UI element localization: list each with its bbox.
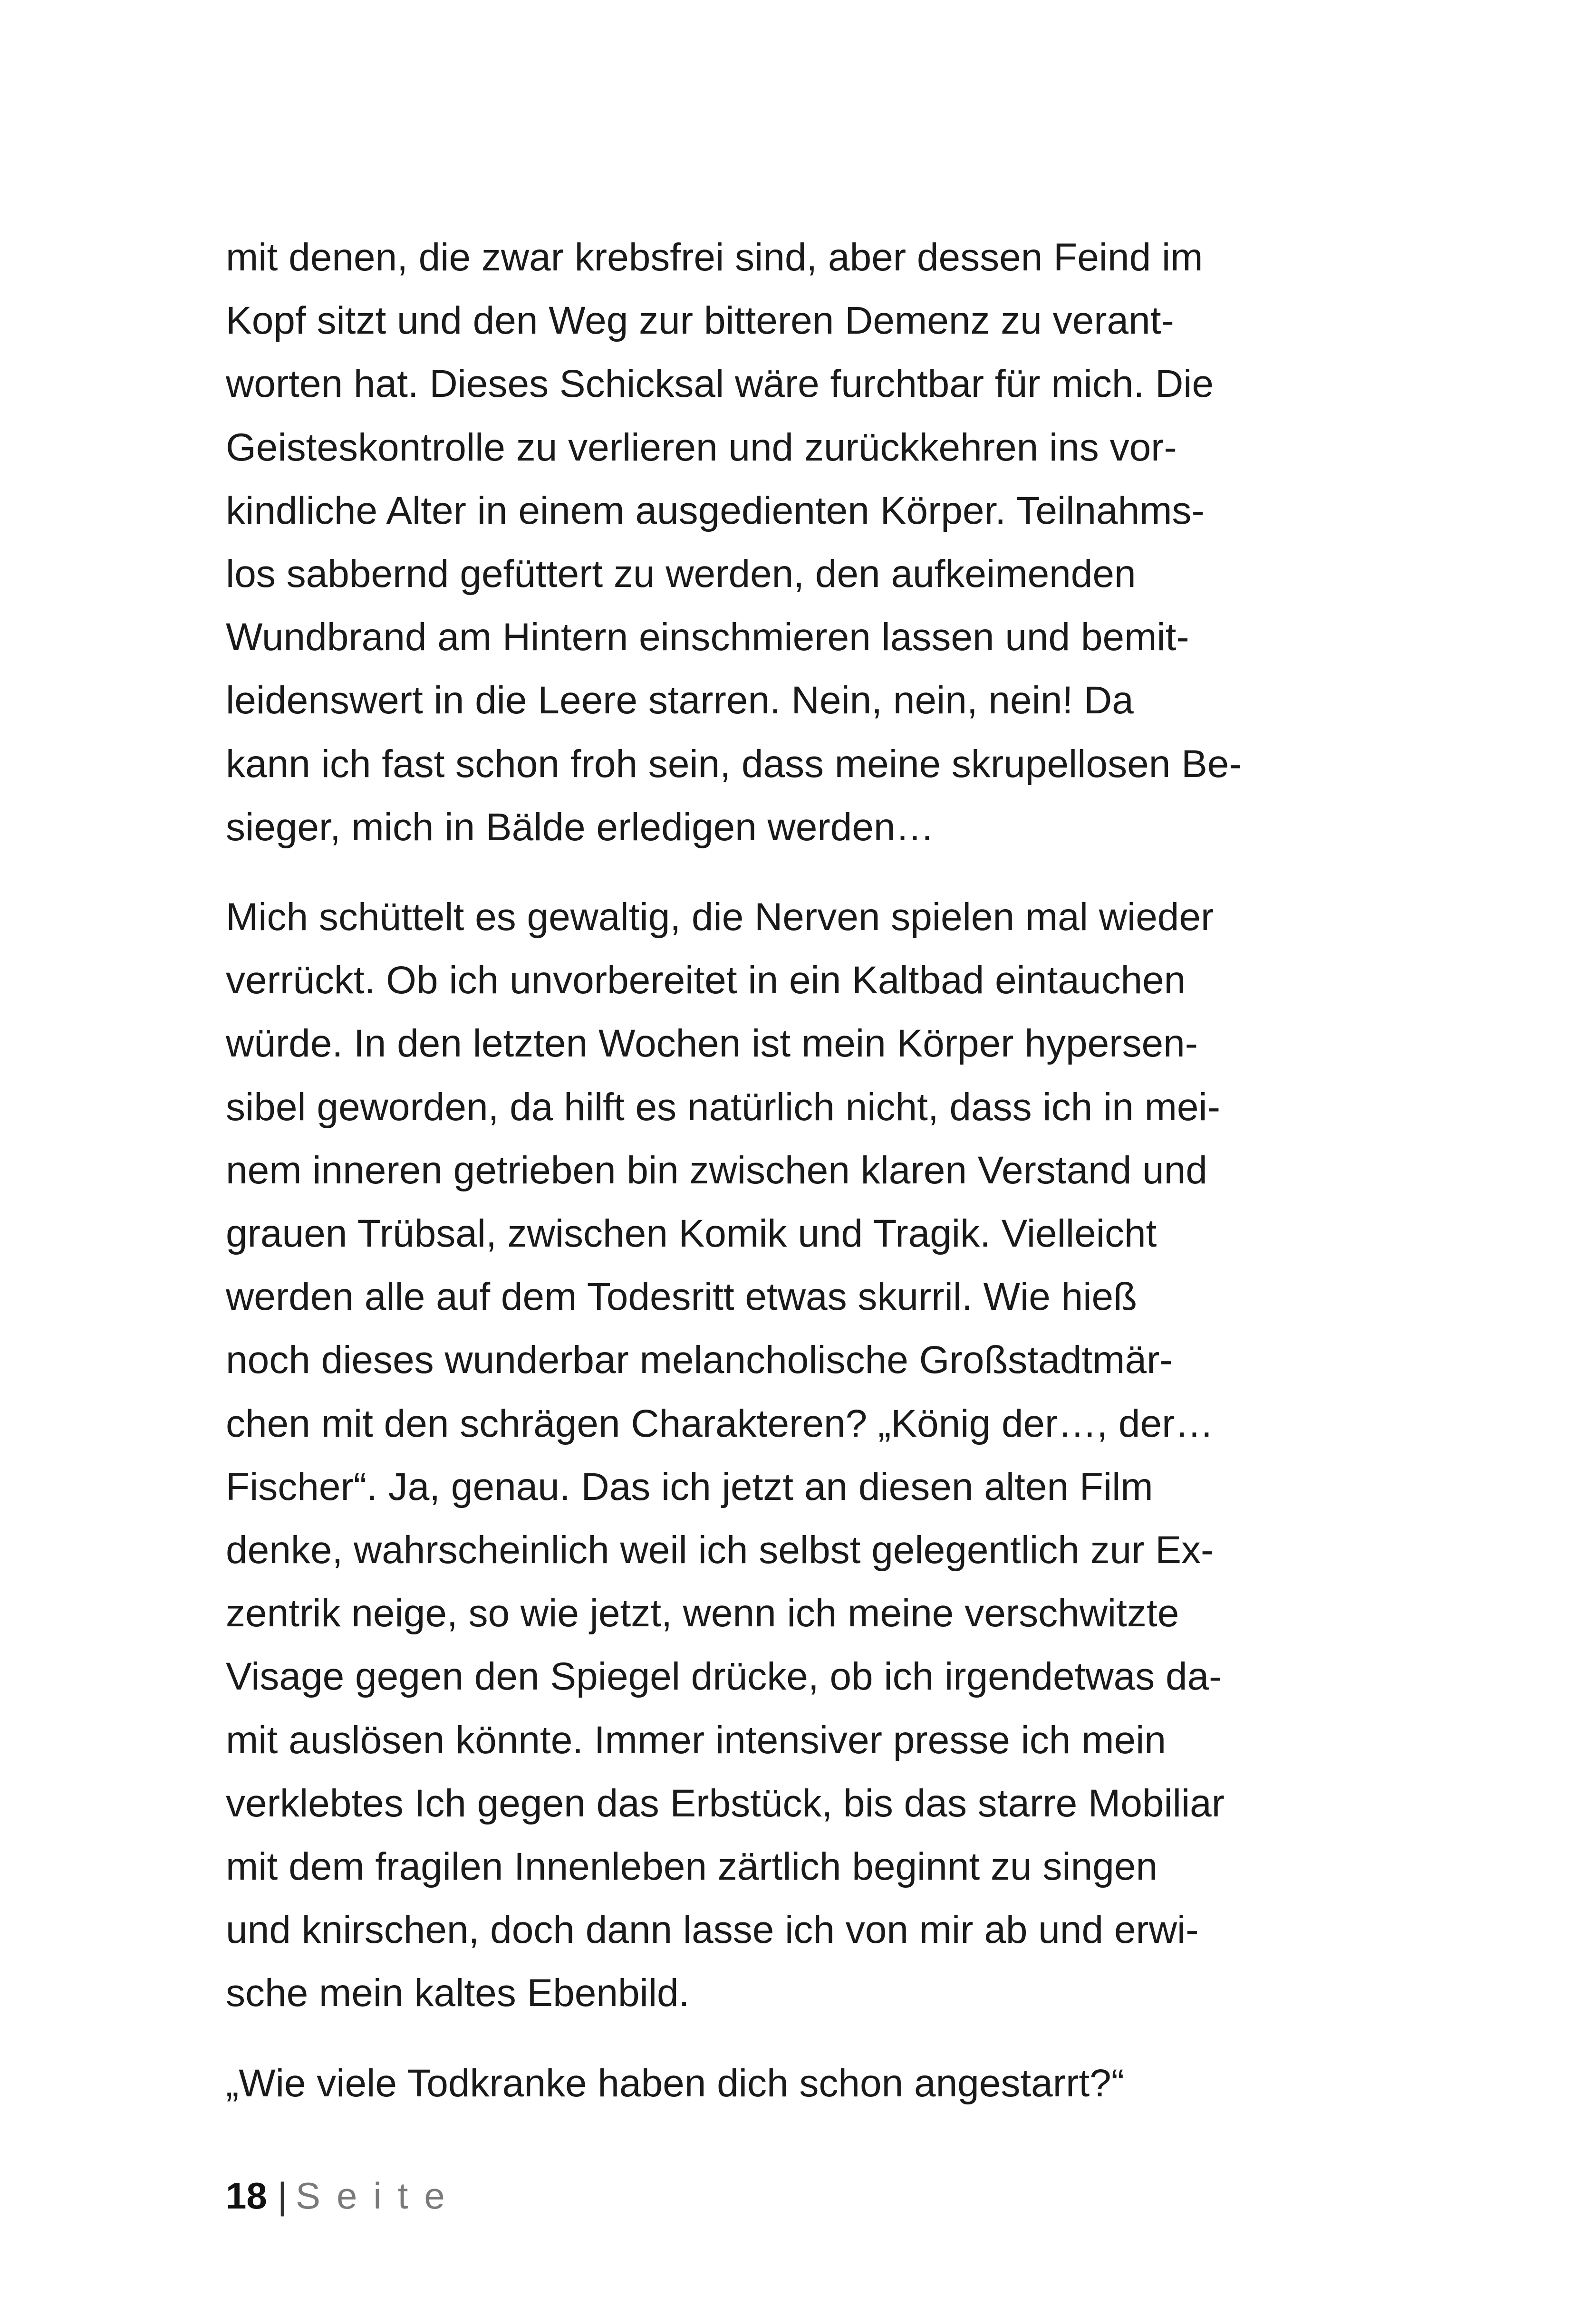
text-line: sibel geworden, da hilft es natürlich nicht, dass ich in mei- <box>226 1085 1221 1129</box>
page-label: Seite <box>296 2175 461 2217</box>
text-line: Mich schüttelt es gewaltig, die Nerven spielen mal wieder <box>226 895 1214 939</box>
text-line: noch dieses wunderbar melancholische Großstadtmär- <box>226 1338 1173 1382</box>
text-line: Fischer“. Ja, genau. Das ich jetzt an diesen alten Film <box>226 1465 1153 1508</box>
text-line: grauen Trübsal, zwischen Komik und Tragik. Vielleicht <box>226 1212 1157 1256</box>
text-line: mit auslösen könnte. Immer intensiver presse ich mein <box>226 1718 1166 1762</box>
text-line: los sabbernd gefüttert zu werden, den aufkeimenden <box>226 552 1136 596</box>
text-line: kann ich fast schon froh sein, dass meine skrupellosen Be- <box>226 742 1242 786</box>
paragraph-spacing <box>226 2025 1376 2052</box>
paragraph-2 <box>226 885 1376 2025</box>
footer-separator: | <box>277 2175 288 2217</box>
paragraph-1 <box>226 226 1376 859</box>
text-line: zentrik neige, so wie jetzt, wenn ich meine verschwitzte <box>226 1592 1179 1635</box>
page-footer <box>226 2172 461 2219</box>
text-line: Kopf sitzt und den Weg zur bitteren Demenz zu verant- <box>226 299 1174 343</box>
text-line: mit dem fragilen Innenleben zärtlich beginnt zu singen <box>226 1845 1158 1889</box>
text-line: chen mit den schrägen Charakteren? „König der…, der… <box>226 1402 1214 1445</box>
paragraph-spacing <box>226 859 1376 885</box>
page-body <box>226 226 1376 2115</box>
text-line: Visage gegen den Spiegel drücke, ob ich irgendetwas da- <box>226 1655 1222 1699</box>
text-line: Wundbrand am Hintern einschmieren lassen und bemit- <box>226 615 1189 659</box>
text-line: leidenswert in die Leere starren. Nein, nein, nein! Da <box>226 679 1134 722</box>
text-line: „Wie viele Todkranke haben dich schon angestarrt?“ <box>226 2061 1125 2105</box>
paragraph-3 <box>226 2052 1376 2115</box>
text-line: verklebtes Ich gegen das Erbstück, bis das starre Mobiliar <box>226 1781 1225 1825</box>
text-line: verrückt. Ob ich unvorbereitet in ein Kaltbad eintauchen <box>226 959 1186 1002</box>
text-line: nem inneren getrieben bin zwischen klaren Verstand und <box>226 1148 1207 1192</box>
text-line: kindliche Alter in einem ausgedienten Körper. Teilnahms- <box>226 489 1205 532</box>
text-line: sieger, mich in Bälde erledigen werden… <box>226 805 935 849</box>
text-line: denke, wahrscheinlich weil ich selbst gelegentlich zur Ex- <box>226 1528 1214 1572</box>
page-number: 18 <box>226 2175 267 2217</box>
text-line: sche mein kaltes Ebenbild. <box>226 1971 690 2015</box>
text-line: werden alle auf dem Todesritt etwas skurril. Wie hieß <box>226 1275 1138 1319</box>
text-line: worten hat. Dieses Schicksal wäre furchtbar für mich. Die <box>226 362 1214 406</box>
text-line: würde. In den letzten Wochen ist mein Körper hypersen- <box>226 1022 1198 1066</box>
text-line: Geisteskontrolle zu verlieren und zurückkehren ins vor- <box>226 425 1177 469</box>
text-line: mit denen, die zwar krebsfrei sind, aber dessen Feind im <box>226 236 1203 279</box>
text-line: und knirschen, doch dann lasse ich von mir ab und erwi- <box>226 1908 1199 1952</box>
